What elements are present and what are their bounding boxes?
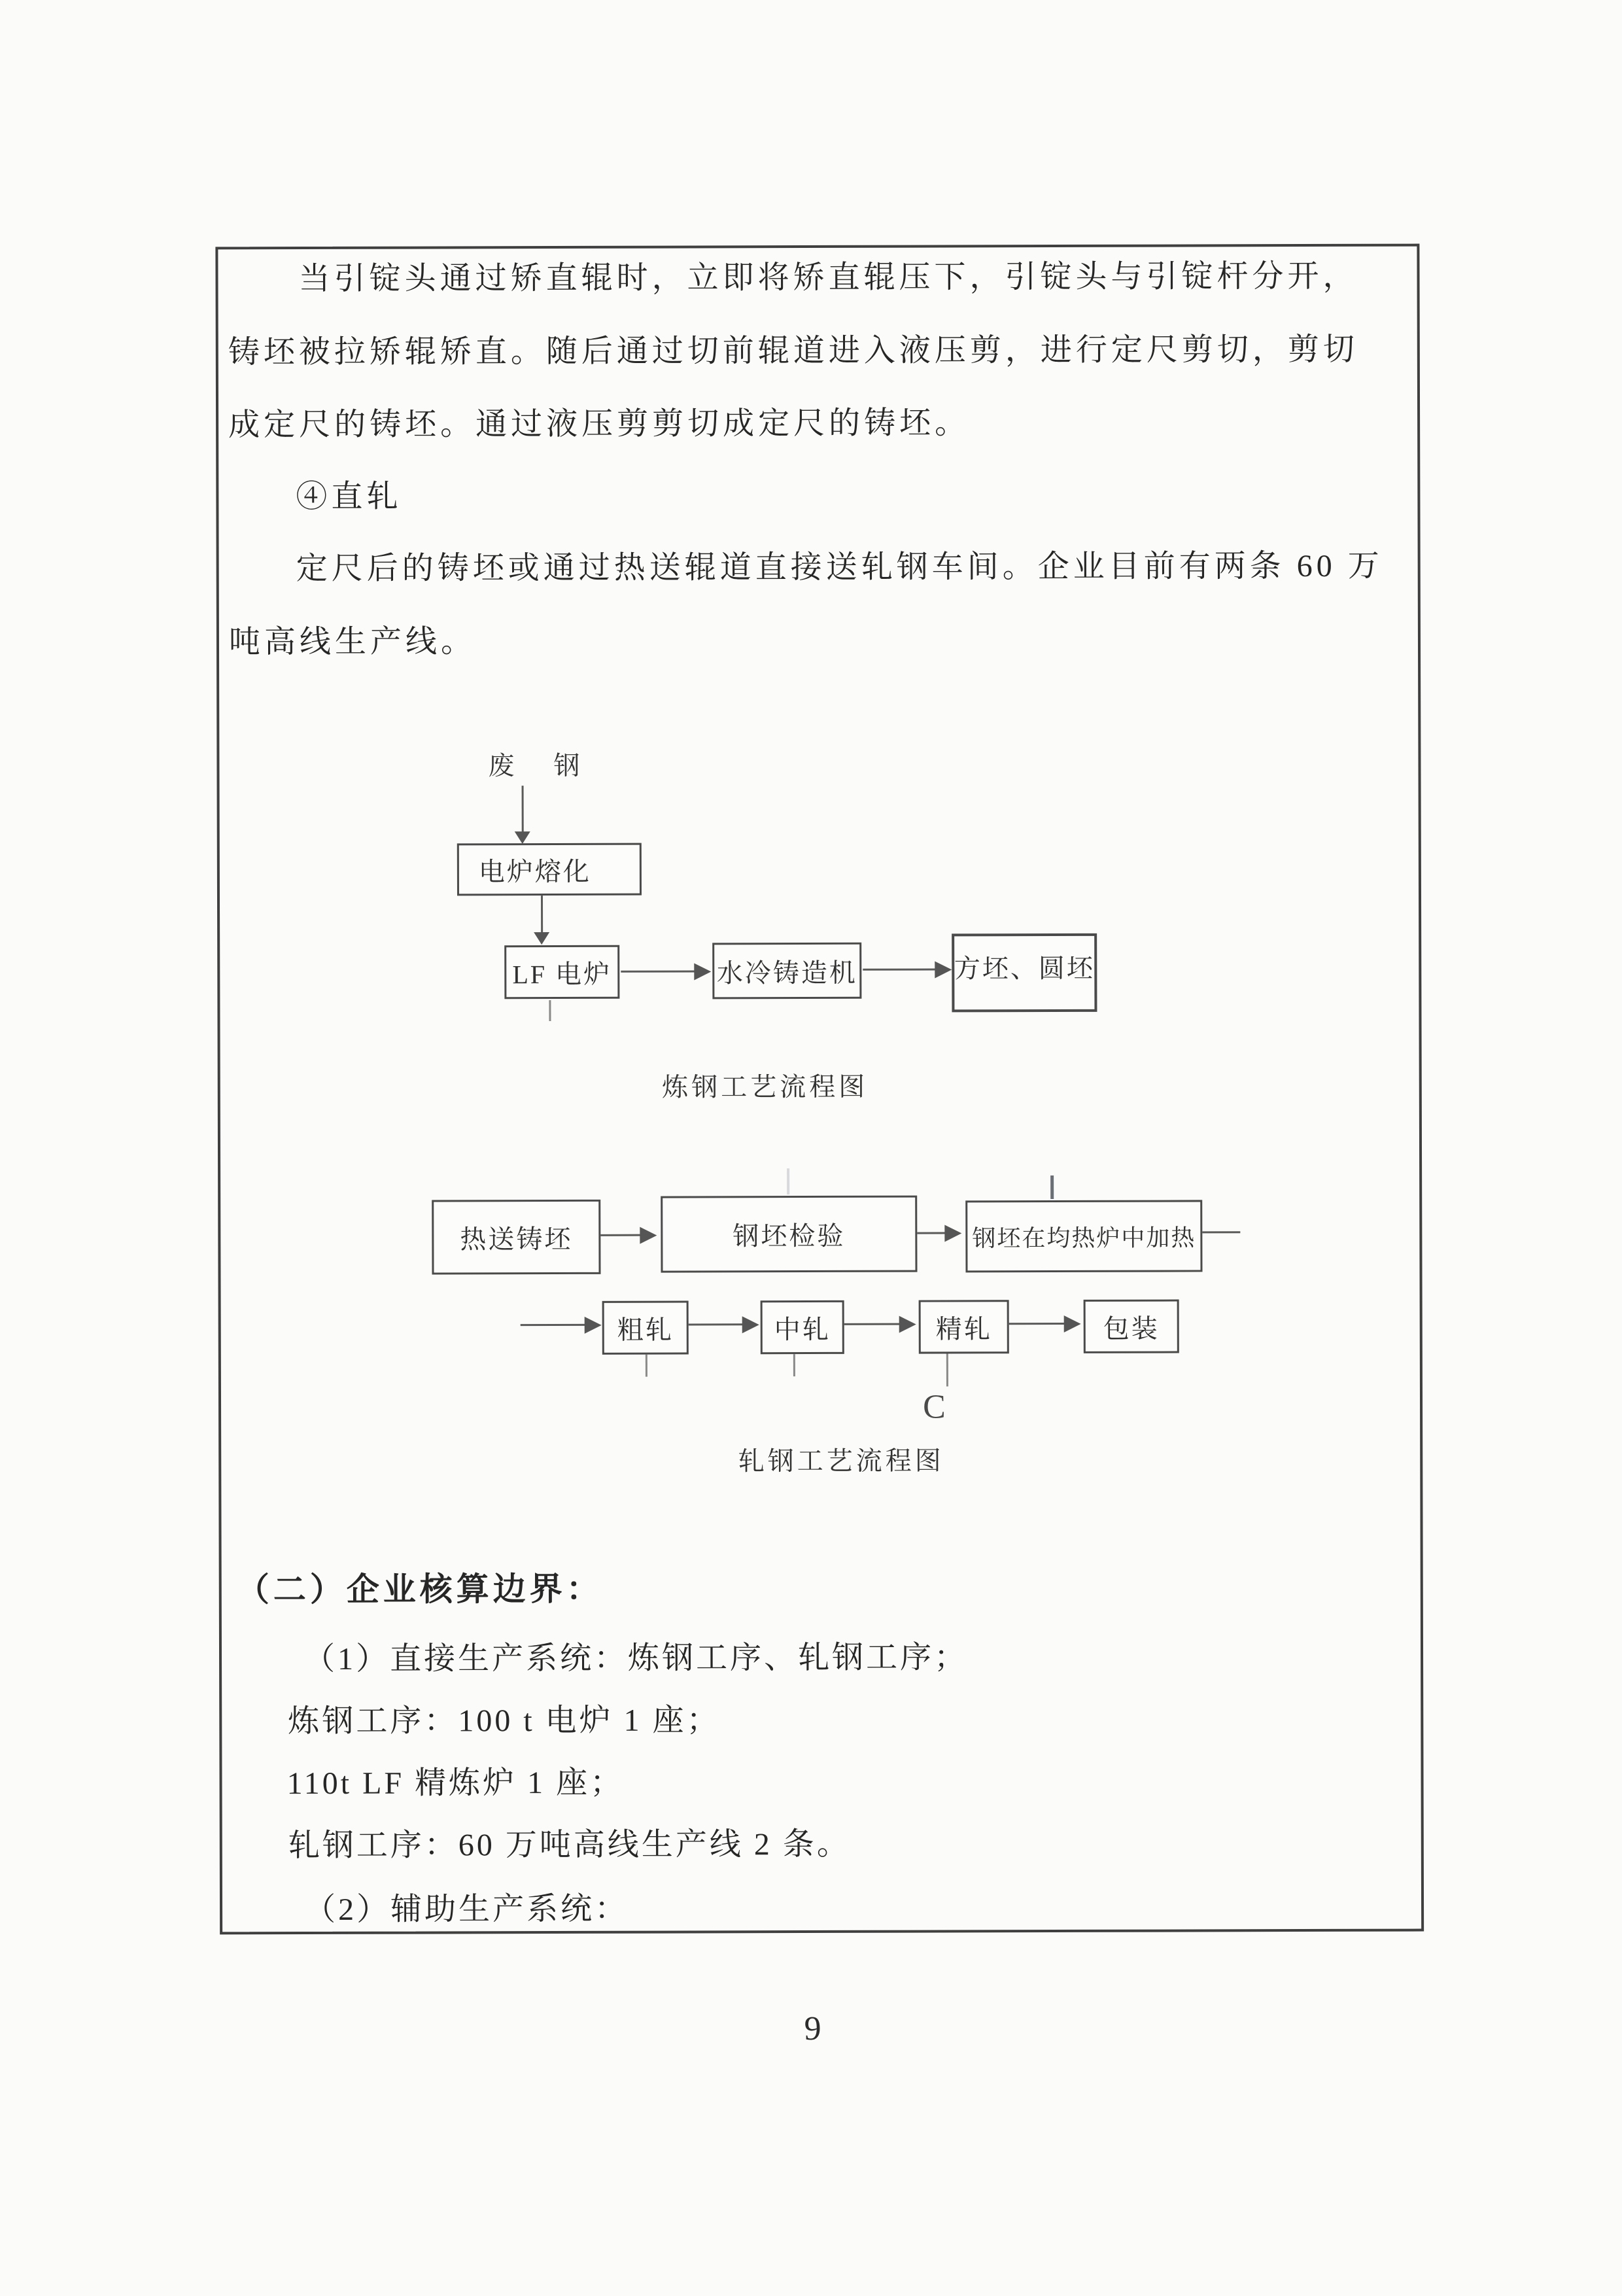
flow-node-label: 钢坯在均热炉中加热: [972, 1224, 1196, 1251]
boundary-line: （2）辅助生产系统：: [303, 1891, 629, 1928]
arrow-lead-to-roughing: [521, 1324, 586, 1326]
flow-node-label: 钢坯检验: [733, 1221, 846, 1251]
scan-smudge: [1050, 1175, 1054, 1199]
flow2-node-intermediate-mill: [761, 1300, 844, 1354]
flow-node-label: LF 电炉: [512, 959, 612, 989]
flow-node-label: 粗轧: [617, 1315, 674, 1345]
flow1-node-water-cooled-caster: [712, 943, 861, 1000]
paragraph-line: 吨高线生产线。: [228, 624, 477, 660]
arrow-finishing-to-packing: [1008, 1323, 1065, 1325]
flow1-lf-tick-mark: [549, 1000, 551, 1021]
arrow-right-icon: [694, 963, 711, 980]
arrow-down-icon: [534, 932, 549, 945]
arrow-scrap-to-furnace: [522, 786, 524, 833]
flow-node-label: 中轧: [774, 1314, 831, 1344]
flow2-row1-tail-line: [1202, 1231, 1240, 1233]
paragraph-line: 铸坯被拉矫辊矫直。随后通过切前辊道进入液压剪，进行定尺剪切，剪切: [228, 332, 1358, 370]
flow2-node-packing: [1084, 1300, 1179, 1353]
arrow-lf-to-caster: [621, 970, 695, 972]
flow1-caption: 炼钢工艺流程图: [662, 1071, 869, 1102]
boundary-line: （1）直接生产系统：炼钢工序、轧钢工序；: [303, 1640, 969, 1677]
arrow-right-icon: [899, 1316, 916, 1333]
arrow-hotbillet-to-inspection: [600, 1234, 641, 1236]
boundary-heading: （二）企业核算边界：: [236, 1570, 603, 1609]
paragraph-line: 成定尺的铸坯。通过液压剪剪切成定尺的铸坯。: [228, 406, 971, 443]
arrow-right-icon: [585, 1317, 602, 1334]
arrow-roughing-to-intermediate: [689, 1323, 744, 1325]
boundary-line: 110t LF 精炼炉 1 座；: [286, 1765, 625, 1801]
flow1-node-electric-furnace-melting: [457, 843, 642, 896]
arrow-right-icon: [935, 961, 952, 978]
flow2-caption: 轧钢工艺流程图: [738, 1446, 944, 1476]
flow2-roughing-tick-mark: [646, 1355, 647, 1377]
scan-smudge: [787, 1168, 789, 1194]
flow-node-label: 水冷铸造机: [716, 958, 857, 988]
flow-node-label: 包装: [1103, 1313, 1160, 1344]
page-number: 9: [804, 2009, 821, 2048]
flow-node-label: 方坯、圆坯: [954, 953, 1095, 984]
arrow-right-icon: [640, 1227, 657, 1244]
flow-node-label: 精轧: [935, 1313, 992, 1344]
arrow-furnace-to-lf: [541, 896, 543, 933]
flow2-node-roughing-mill: [602, 1300, 689, 1354]
boundary-line: 炼钢工序：100 t 电炉 1 座；: [288, 1703, 721, 1739]
boundary-line: 轧钢工序：60 万吨高线生产线 2 条。: [288, 1826, 851, 1864]
flow2-node-finishing-mill: [919, 1300, 1009, 1353]
paragraph-line: 定尺后的铸坯或通过热送辊道直接送轧钢车间。企业目前有两条 60 万: [296, 548, 1383, 587]
flow-node-label: 电炉熔化: [478, 856, 591, 886]
flow2-intermediate-tick-mark: [793, 1354, 795, 1376]
flow-node-label: 热送铸坯: [460, 1224, 573, 1254]
flow1-input-label: 废 钢: [488, 750, 587, 781]
item4-heading: ④直轧: [296, 479, 402, 515]
flow1-node-square-round-billet: [952, 933, 1097, 1013]
arrow-caster-to-billet: [863, 968, 936, 970]
arrow-down-icon: [515, 831, 530, 844]
flow2-finishing-tick-mark: [946, 1353, 948, 1386]
flow2-node-hot-billet: [432, 1200, 600, 1275]
flow1-node-lf-furnace: [504, 945, 619, 999]
flow2-node-billet-inspection: [661, 1196, 917, 1273]
paragraph-line: 当引锭头通过矫直辊时，立即将矫直辊压下，引锭头与引锭杆分开，: [298, 258, 1358, 297]
arrow-intermediate-to-finishing: [844, 1323, 901, 1325]
flow2-node-soaking-furnace-heating: [965, 1200, 1202, 1272]
scan-artifact-mark: C: [922, 1388, 946, 1426]
arrow-right-icon: [742, 1316, 759, 1333]
arrow-right-icon: [1064, 1315, 1081, 1332]
arrow-inspection-to-furnace: [917, 1232, 946, 1234]
arrow-right-icon: [944, 1225, 961, 1242]
